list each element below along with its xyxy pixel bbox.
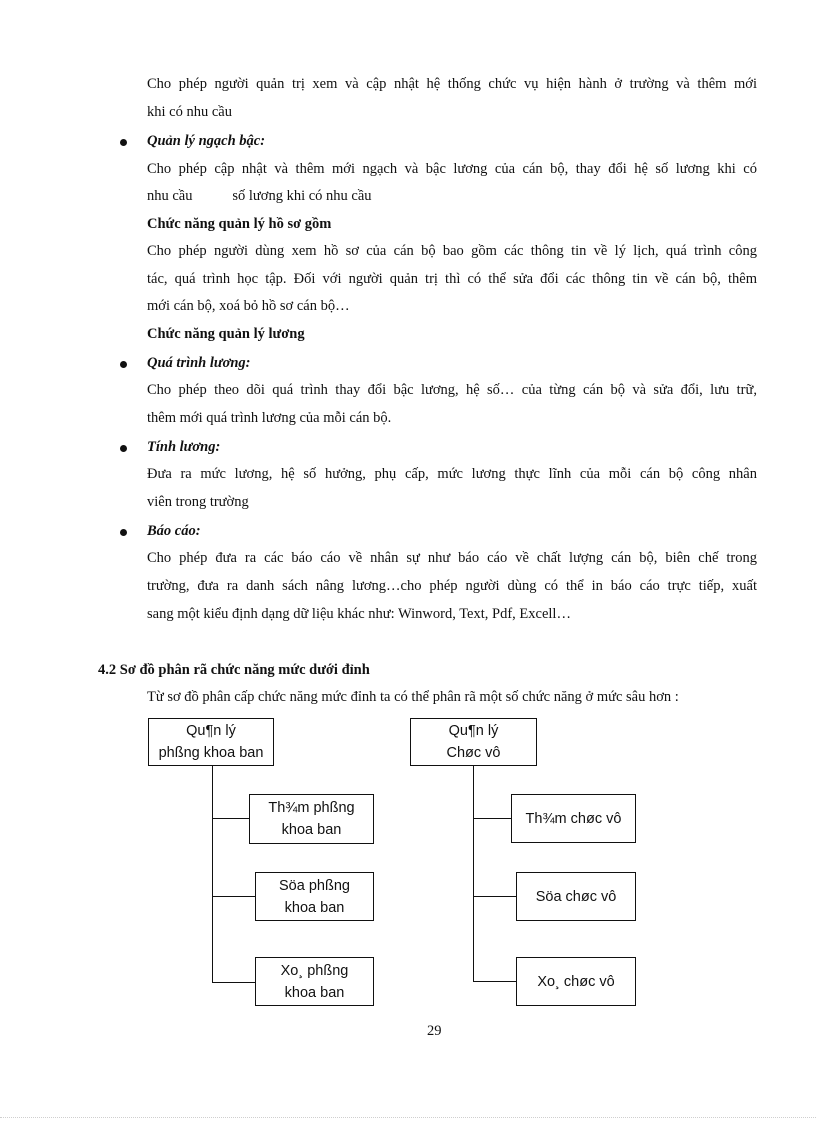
diagram-edit-phong-khoa-ban bbox=[255, 872, 374, 921]
paragraph-line: sang một kiểu định dạng dữ liệu khác như: Winword, Text, Pdf, Excell… bbox=[147, 606, 571, 622]
diagram-delete-phong-khoa-ban bbox=[255, 957, 374, 1006]
box-label-line: Xo¸ phßng bbox=[280, 962, 349, 979]
paragraph-line: Cho phép đưa ra các báo cáo về nhân sự như báo cáo về chất lượng cán bộ, biên chế trong bbox=[147, 550, 757, 566]
connector-line bbox=[212, 896, 255, 897]
heading-tinh-luong: Tính lương: bbox=[147, 439, 221, 455]
diagram-root-phong-khoa-ban bbox=[148, 718, 274, 766]
paragraph-line: Cho phép theo dõi quá trình thay đổi bậc lương, hệ số… của từng cán bộ và sửa đổi, lưu trữ, bbox=[147, 382, 757, 398]
paragraph-line: tác, quá trình học tập. Đối với người quản trị thì có thể sửa đổi các thông tin về cán bộ, thêm bbox=[147, 271, 757, 287]
box-label-line: Th¾m chøc vô bbox=[525, 810, 622, 827]
paragraph-line: thêm mới quá trình lương của mỗi cán bộ. bbox=[147, 410, 392, 426]
paragraph-line: trường, đưa ra danh sách nâng lương…cho phép người dùng có thể in báo cáo trực tiếp, xuất bbox=[147, 578, 757, 594]
paragraph-line: Cho phép người quản trị xem và cập nhật hệ thống chức vụ hiện hành ở trường và thêm mới bbox=[147, 76, 757, 92]
box-label-line: khoa ban bbox=[281, 822, 342, 838]
page-edge-divider bbox=[0, 1117, 816, 1118]
section-heading: 4.2 Sơ đồ phân rã chức năng mức dưới đỉnh bbox=[98, 662, 370, 678]
paragraph-line: nhu cầu số lương khi có nhu cầu bbox=[147, 188, 372, 204]
paragraph-line: Cho phép người dùng xem hồ sơ của cán bộ bao gồm các thông tin về lý lịch, quá trình công bbox=[147, 243, 757, 259]
bullet-icon bbox=[120, 445, 127, 452]
box-label-line: Söa phßng bbox=[279, 877, 350, 894]
heading-luong: Chức năng quản lý lương bbox=[147, 326, 305, 342]
heading-ngach-bac: Quản lý ngạch bậc: bbox=[147, 133, 266, 149]
heading-ho-so: Chức năng quản lý hồ sơ gồm bbox=[147, 216, 332, 232]
connector-line bbox=[212, 982, 255, 983]
bullet-icon bbox=[120, 529, 127, 536]
paragraph-line: viên trong trường bbox=[147, 494, 249, 510]
heading-qua-trinh-luong: Quá trình lương: bbox=[147, 355, 251, 371]
box-label-line: Qu¶n lý bbox=[448, 723, 499, 739]
box-label-line: phßng khoa ban bbox=[158, 745, 264, 761]
bullet-icon bbox=[120, 361, 127, 368]
diagram-root-chuc-vu bbox=[410, 718, 537, 766]
heading-bao-cao: Báo cáo: bbox=[147, 523, 201, 539]
diagram-delete-chuc-vu bbox=[516, 957, 636, 1006]
connector-line bbox=[212, 766, 213, 983]
connector-line bbox=[473, 896, 516, 897]
connector-line bbox=[473, 818, 511, 819]
diagram-edit-chuc-vu bbox=[516, 872, 636, 921]
bullet-icon bbox=[120, 139, 127, 146]
page-number: 29 bbox=[427, 1023, 442, 1039]
connector-line bbox=[473, 766, 474, 982]
diagram-add-phong-khoa-ban bbox=[249, 794, 374, 844]
section-intro: Từ sơ đồ phân cấp chức năng mức đỉnh ta có thể phân rã một số chức năng ở mức sâu hơn : bbox=[147, 689, 679, 705]
box-label-line: Qu¶n lý bbox=[186, 723, 236, 739]
box-label-line: Th¾m phßng bbox=[268, 800, 355, 816]
box-label-line: Xo¸ chøc vô bbox=[537, 973, 615, 990]
box-label-line: khoa ban bbox=[284, 984, 345, 1001]
box-label-line: Chøc vô bbox=[446, 745, 501, 761]
connector-line bbox=[473, 981, 516, 982]
diagram-add-chuc-vu bbox=[511, 794, 636, 843]
paragraph-line: mới cán bộ, xoá bỏ hồ sơ cán bộ… bbox=[147, 298, 350, 314]
paragraph-line: Đưa ra mức lương, hệ số hưởng, phụ cấp, mức lương thực lĩnh của mỗi cán bộ công nhân bbox=[147, 466, 757, 482]
connector-line bbox=[212, 818, 249, 819]
paragraph-line: khi có nhu cầu bbox=[147, 104, 232, 120]
box-label-line: khoa ban bbox=[284, 899, 345, 916]
paragraph-line: Cho phép cập nhật và thêm mới ngạch và bậc lương của cán bộ, thay đổi hệ số lương khi có bbox=[147, 161, 757, 177]
box-label-line: Söa chøc vô bbox=[535, 888, 617, 905]
